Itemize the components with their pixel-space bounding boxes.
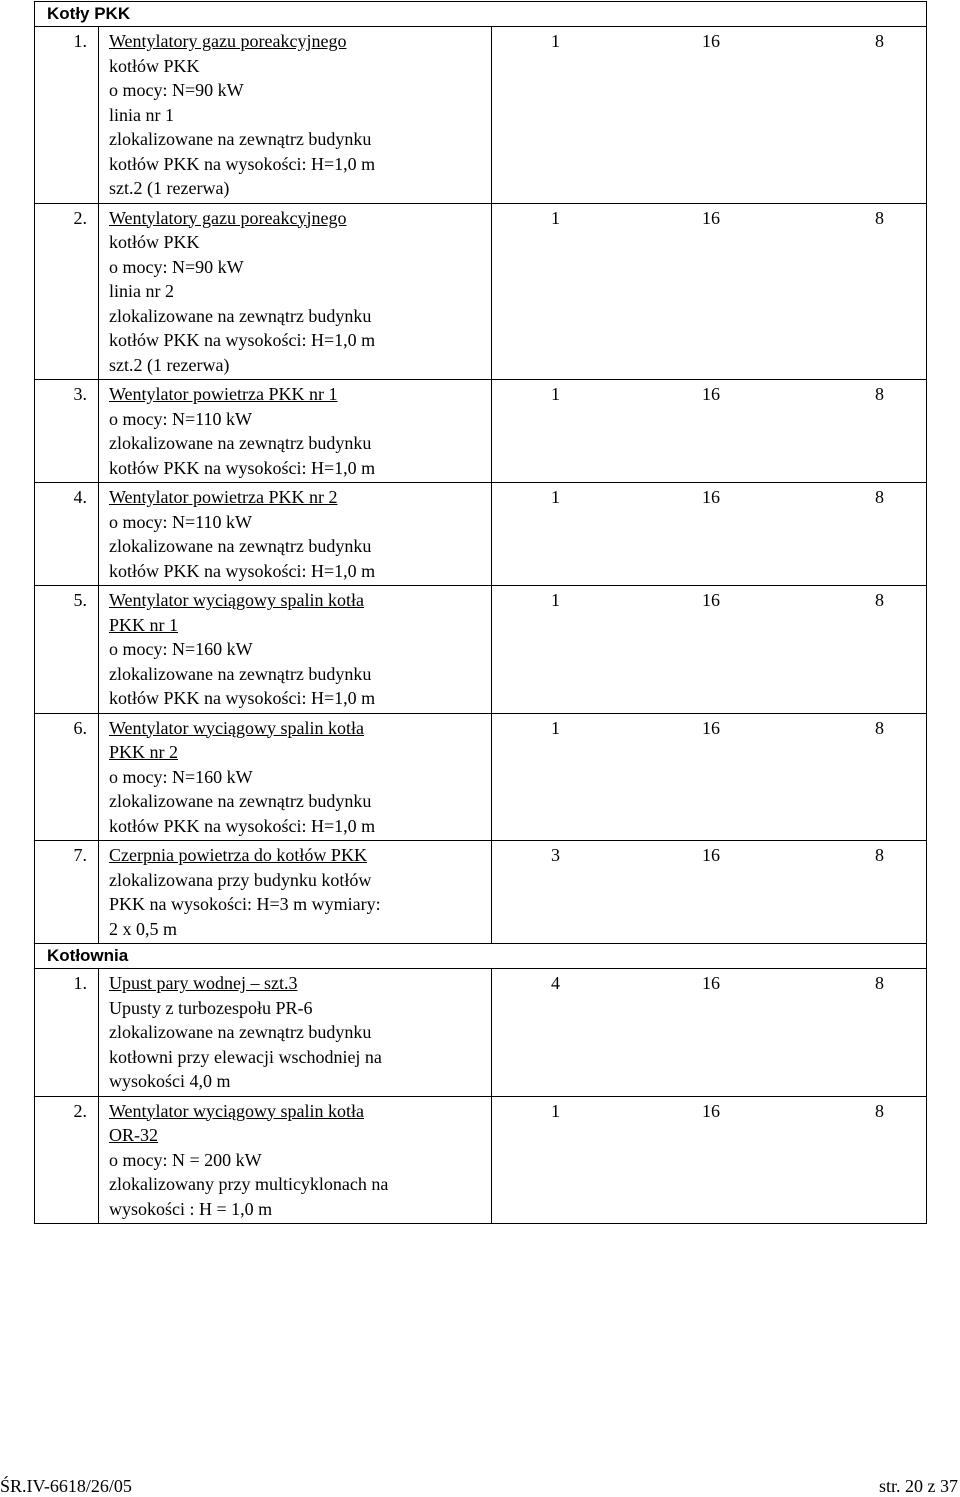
row-detail-line: kotłów PKK na wysokości: H=1,0 m bbox=[109, 560, 376, 581]
row-values bbox=[492, 713, 927, 841]
values-line bbox=[492, 588, 926, 612]
table-row bbox=[35, 27, 927, 204]
row-detail-line: o mocy: N=160 kW bbox=[109, 639, 253, 659]
row-detail-line: Upusty z turbozespołu PR-6 bbox=[109, 997, 313, 1018]
row-description bbox=[99, 380, 492, 483]
row-detail-line: zlokalizowane na zewnątrz budynku bbox=[109, 663, 372, 684]
value-time: 8 bbox=[875, 31, 884, 51]
row-detail-line: OR-32 bbox=[109, 1125, 158, 1145]
row-detail-line: zlokalizowany przy multicyklonach na bbox=[109, 1174, 389, 1194]
row-detail-line: kotłów PKK bbox=[109, 232, 200, 252]
value-hours: 16 bbox=[702, 717, 720, 738]
row-description bbox=[99, 841, 492, 944]
value-time: 8 bbox=[875, 1100, 884, 1121]
value-time: 8 bbox=[875, 973, 884, 993]
row-detail-line: o mocy: N=110 kW bbox=[109, 511, 252, 532]
row-detail-line: zlokalizowane na zewnątrz budynku bbox=[109, 536, 372, 556]
row-detail-line: kotłów PKK na wysokości: H=1,0 m bbox=[109, 688, 376, 708]
row-title: Wentylator wyciągowy spalin kotła bbox=[109, 717, 364, 738]
values-line bbox=[492, 971, 926, 995]
values-line bbox=[492, 716, 926, 740]
row-values bbox=[492, 841, 927, 944]
row-number: 1. bbox=[35, 27, 99, 204]
row-detail-line: o mocy: N = 200 kW bbox=[109, 1149, 262, 1170]
row-detail-line: PKK na wysokości: H=3 m wymiary: bbox=[109, 894, 381, 914]
section-header-row bbox=[35, 944, 927, 969]
row-detail-line: linia nr 1 bbox=[109, 104, 174, 125]
row-title: Wentylator wyciągowy spalin kotła bbox=[109, 590, 364, 610]
row-values bbox=[492, 1096, 927, 1224]
row-description bbox=[99, 713, 492, 841]
row-description bbox=[99, 586, 492, 714]
value-time: 8 bbox=[875, 590, 884, 610]
row-number: 3. bbox=[35, 380, 99, 483]
section-header-row bbox=[35, 2, 927, 27]
row-number: 7. bbox=[35, 841, 99, 944]
row-title: Upust pary wodnej – szt.3 bbox=[109, 973, 298, 993]
row-detail-line: zlokalizowana przy budynku kotłów bbox=[109, 869, 372, 890]
row-title: Czerpnia powietrza do kotłów PKK bbox=[109, 845, 367, 865]
row-detail-line: kotłowni przy elewacji wschodniej na bbox=[109, 1046, 382, 1067]
table-row bbox=[35, 841, 927, 944]
row-detail-line: o mocy: N=90 kW bbox=[109, 256, 244, 277]
row-detail-line: kotłów PKK na wysokości: H=1,0 m bbox=[109, 815, 376, 836]
row-detail-line: zlokalizowane na zewnątrz budynku bbox=[109, 305, 372, 326]
row-detail-line: PKK nr 2 bbox=[109, 742, 179, 762]
row-title: Wentylatory gazu poreakcyjnego bbox=[109, 207, 347, 228]
table-row bbox=[35, 1096, 927, 1224]
row-title: Wentylator powietrza PKK nr 2 bbox=[109, 487, 338, 507]
row-description bbox=[99, 483, 492, 586]
row-detail-line: 2 x 0,5 m bbox=[109, 918, 178, 939]
row-title: Wentylator powietrza PKK nr 1 bbox=[109, 384, 338, 404]
value-time: 8 bbox=[875, 207, 884, 228]
value-time: 8 bbox=[875, 845, 884, 865]
value-time: 8 bbox=[875, 717, 884, 738]
value-count: 1 bbox=[551, 717, 560, 738]
row-values bbox=[492, 27, 927, 204]
row-description bbox=[99, 27, 492, 204]
row-detail-line: zlokalizowane na zewnątrz budynku bbox=[109, 129, 372, 149]
table-row bbox=[35, 380, 927, 483]
value-count: 1 bbox=[551, 590, 560, 610]
values-line bbox=[492, 1099, 926, 1123]
value-time: 8 bbox=[875, 487, 884, 507]
row-detail-line: zlokalizowane na zewnątrz budynku bbox=[109, 791, 372, 811]
section-title-kotly-pkk: Kotły PKK bbox=[35, 2, 927, 27]
emission-sources-table bbox=[34, 1, 927, 1224]
row-detail-line: kotłów PKK bbox=[109, 55, 200, 76]
row-detail-line: wysokości : H = 1,0 m bbox=[109, 1198, 273, 1219]
row-number: 1. bbox=[35, 969, 99, 1097]
row-detail-line: o mocy: N=110 kW bbox=[109, 408, 252, 429]
row-description bbox=[99, 203, 492, 380]
row-detail-line: wysokości 4,0 m bbox=[109, 1071, 231, 1091]
row-title: Wentylator wyciągowy spalin kotła bbox=[109, 1100, 364, 1121]
row-detail-line: szt.2 (1 rezerwa) bbox=[109, 354, 230, 375]
value-time: 8 bbox=[875, 384, 884, 404]
row-detail-line: o mocy: N=160 kW bbox=[109, 766, 253, 787]
row-description bbox=[99, 969, 492, 1097]
value-count: 4 bbox=[551, 973, 560, 993]
value-hours: 16 bbox=[702, 31, 720, 51]
row-description bbox=[99, 1096, 492, 1224]
value-count: 1 bbox=[551, 31, 560, 51]
row-number: 4. bbox=[35, 483, 99, 586]
row-detail-line: PKK nr 1 bbox=[109, 614, 179, 635]
value-hours: 16 bbox=[702, 973, 720, 993]
section-title-kotlownia: Kotłownia bbox=[35, 944, 927, 969]
value-count: 1 bbox=[551, 384, 560, 404]
row-values bbox=[492, 203, 927, 380]
row-detail-line: o mocy: N=90 kW bbox=[109, 80, 244, 100]
row-detail-line: zlokalizowane na zewnątrz budynku bbox=[109, 1022, 372, 1042]
values-line bbox=[492, 485, 926, 509]
row-number: 6. bbox=[35, 713, 99, 841]
table-row bbox=[35, 969, 927, 1097]
document-reference: ŚR.IV-6618/26/05 bbox=[0, 1476, 132, 1496]
value-count: 1 bbox=[551, 1100, 560, 1121]
row-detail-line: kotłów PKK na wysokości: H=1,0 m bbox=[109, 153, 376, 174]
row-detail-line: linia nr 2 bbox=[109, 281, 174, 301]
row-detail-line: kotłów PKK na wysokości: H=1,0 m bbox=[109, 457, 376, 478]
values-line bbox=[492, 382, 926, 406]
value-hours: 16 bbox=[702, 487, 720, 507]
row-number: 5. bbox=[35, 586, 99, 714]
row-values bbox=[492, 380, 927, 483]
value-hours: 16 bbox=[702, 1100, 720, 1121]
value-count: 1 bbox=[551, 207, 560, 228]
value-count: 3 bbox=[551, 845, 560, 865]
value-hours: 16 bbox=[702, 845, 720, 865]
table-body bbox=[35, 2, 927, 1224]
value-count: 1 bbox=[551, 487, 560, 507]
row-values bbox=[492, 586, 927, 714]
table-row bbox=[35, 586, 927, 714]
row-values bbox=[492, 969, 927, 1097]
table-row bbox=[35, 713, 927, 841]
value-hours: 16 bbox=[702, 384, 720, 404]
value-hours: 16 bbox=[702, 590, 720, 610]
row-number: 2. bbox=[35, 203, 99, 380]
row-detail-line: kotłów PKK na wysokości: H=1,0 m bbox=[109, 330, 376, 350]
table-row bbox=[35, 203, 927, 380]
row-detail-line: zlokalizowane na zewnątrz budynku bbox=[109, 433, 372, 453]
values-line bbox=[492, 206, 926, 230]
row-values bbox=[492, 483, 927, 586]
row-number: 2. bbox=[35, 1096, 99, 1224]
page-number: str. 20 z 37 bbox=[879, 1476, 958, 1496]
values-line bbox=[492, 29, 926, 53]
row-title: Wentylatory gazu poreakcyjnego bbox=[109, 31, 347, 51]
values-line bbox=[492, 843, 926, 867]
table-row bbox=[35, 483, 927, 586]
value-hours: 16 bbox=[702, 207, 720, 228]
row-detail-line: szt.2 (1 rezerwa) bbox=[109, 178, 230, 198]
